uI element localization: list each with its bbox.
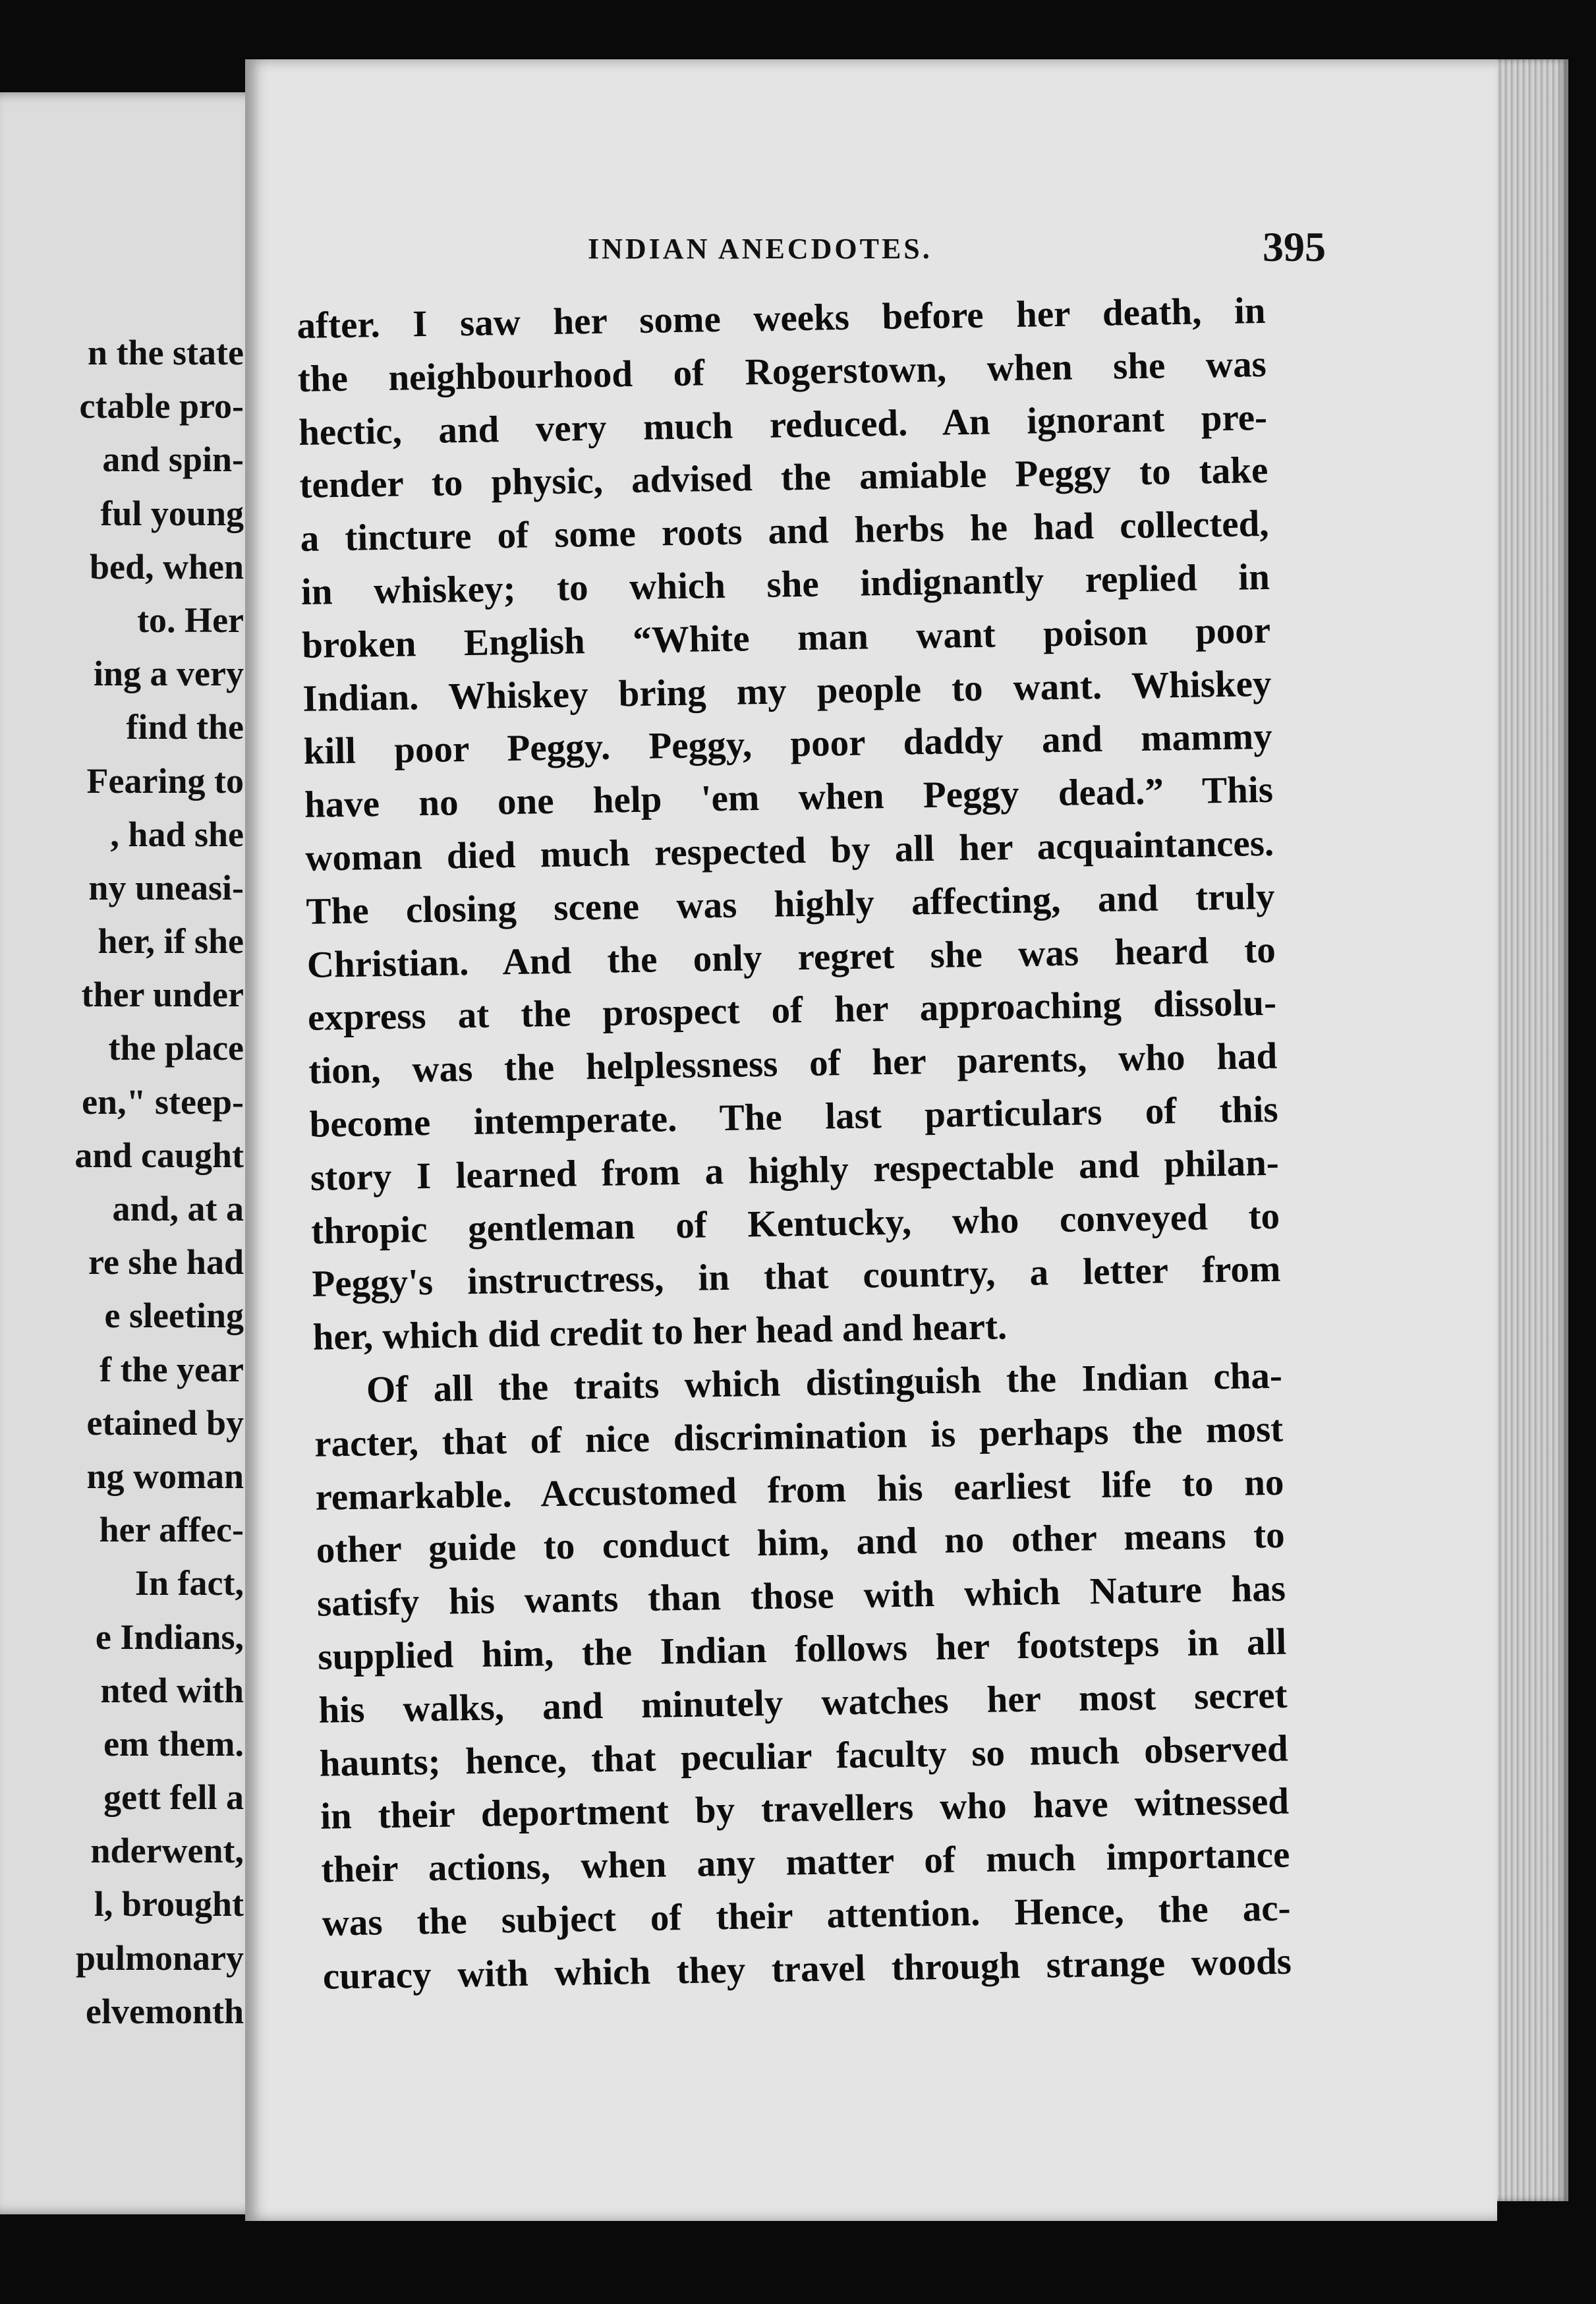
text-line: in their deportment by travellers who have witnessed — [320, 1780, 1290, 1838]
left-text-line: n the state — [88, 333, 244, 372]
left-text-line: e Indians, — [95, 1617, 244, 1657]
left-text-line: ful young — [100, 493, 244, 533]
left-text-line: re she had — [88, 1242, 244, 1282]
left-text-line: em them. — [103, 1723, 244, 1764]
text-line: after. I saw her some weeks before her death, in — [297, 289, 1266, 347]
left-text-line: e sleeting — [104, 1296, 244, 1336]
text-line: their actions, when any matter of much importance — [320, 1833, 1290, 1891]
text-line: Of all the traits which distinguish the Indian cha- — [366, 1354, 1283, 1411]
left-text-line: ther under — [81, 975, 244, 1015]
left-text-line: ing a very — [94, 654, 244, 694]
text-line: other guide to conduct him, and no other means to — [316, 1514, 1286, 1572]
left-text-line: In fact, — [135, 1563, 244, 1603]
left-text-line: , had she — [110, 814, 244, 854]
text-line: remarkable. Accustomed from his earliest life to no — [315, 1461, 1284, 1518]
text-line: in whiskey; to which she indignantly replied in — [300, 556, 1270, 613]
left-page-text — [0, 326, 244, 2038]
text-line: his walks, and minutely watches her most secret — [318, 1674, 1288, 1731]
left-text-line: to. Her — [137, 600, 244, 640]
left-text-line: l, brought — [94, 1884, 244, 1924]
text-line: racter, that of nice discrimination is perhaps the most — [314, 1408, 1284, 1465]
left-text-line: ctable pro- — [79, 386, 244, 426]
left-text-line: the place — [108, 1028, 244, 1068]
left-text-line: nted with — [100, 1670, 244, 1710]
left-text-line: bed, when — [89, 546, 244, 587]
text-line: Peggy's instructress, in that country, a letter from — [311, 1248, 1281, 1306]
text-line: Christian. And the only regret she was heard to — [306, 929, 1276, 986]
page-header — [245, 223, 1326, 285]
left-page — [0, 92, 264, 2214]
text-line: hectic, and very much reduced. An ignorant pre- — [298, 396, 1268, 453]
text-line: was the subject of their attention. Hence, the ac- — [322, 1887, 1292, 1944]
left-text-line: find the — [126, 707, 244, 747]
text-line: The closing scene was highly affecting, and truly — [306, 875, 1275, 933]
left-text-line: gett fell a — [103, 1777, 244, 1818]
left-text-line: ng woman — [86, 1456, 244, 1496]
left-text-line: ny uneasi- — [88, 867, 244, 907]
text-line: become intemperate. The last particulars of this — [309, 1088, 1278, 1145]
text-line: tender to physic, advised the amiable Peggy to take — [299, 449, 1268, 507]
left-text-line: her affec- — [99, 1510, 244, 1550]
text-line: thropic gentleman of Kentucky, who conveyed to — [310, 1195, 1280, 1252]
text-line: the neighbourhood of Rogerstown, when she was — [297, 343, 1267, 400]
text-line: satisfy his wants than those with which Nature has — [316, 1567, 1286, 1625]
left-text-line: pulmonary — [75, 1938, 244, 1978]
text-line: supplied him, the Indian follows her footsteps in all — [317, 1621, 1287, 1678]
left-text-line: Fearing to — [86, 761, 244, 801]
left-text-line: her, if she — [98, 921, 244, 962]
text-line: curacy with which they travel through strange woods — [322, 1940, 1292, 1998]
text-line: have no one help 'em when Peggy dead.” This — [304, 768, 1274, 826]
text-line: woman died much respected by all her acquaintances. — [304, 822, 1274, 879]
text-line: broken English “White man want poison poor — [301, 609, 1271, 666]
body-text — [297, 285, 1292, 2003]
left-text-line: and spin- — [102, 440, 244, 480]
left-text-line: etained by — [86, 1402, 244, 1443]
left-text-line: elvemonth — [86, 1991, 244, 2031]
text-line: story I learned from a highly respectable and philan- — [310, 1141, 1280, 1199]
left-text-line: nderwent, — [90, 1831, 244, 1871]
left-text-line: en," steep- — [82, 1081, 244, 1122]
left-text-line: and, at a — [112, 1189, 244, 1228]
left-text-line: and caught — [74, 1135, 244, 1175]
text-line: a tincture of some roots and herbs he had collected, — [300, 503, 1270, 560]
page-number: 395 — [1263, 223, 1326, 270]
text-line: her, which did credit to her head and heart. — [312, 1306, 1008, 1358]
text-line: Indian. Whiskey bring my people to want. Whiskey — [302, 662, 1272, 720]
left-text-line: f the year — [100, 1349, 244, 1389]
running-head: INDIAN ANECDOTES. — [588, 233, 932, 265]
text-line: tion, was the helplessness of her parents, who had — [308, 1035, 1278, 1093]
text-line: express at the prospect of her approaching dissolu- — [307, 982, 1277, 1039]
text-line: kill poor Peggy. Peggy, poor daddy and mammy — [303, 716, 1273, 773]
right-page — [245, 59, 1497, 2221]
text-line: haunts; hence, that peculiar faculty so much observed — [319, 1727, 1289, 1785]
